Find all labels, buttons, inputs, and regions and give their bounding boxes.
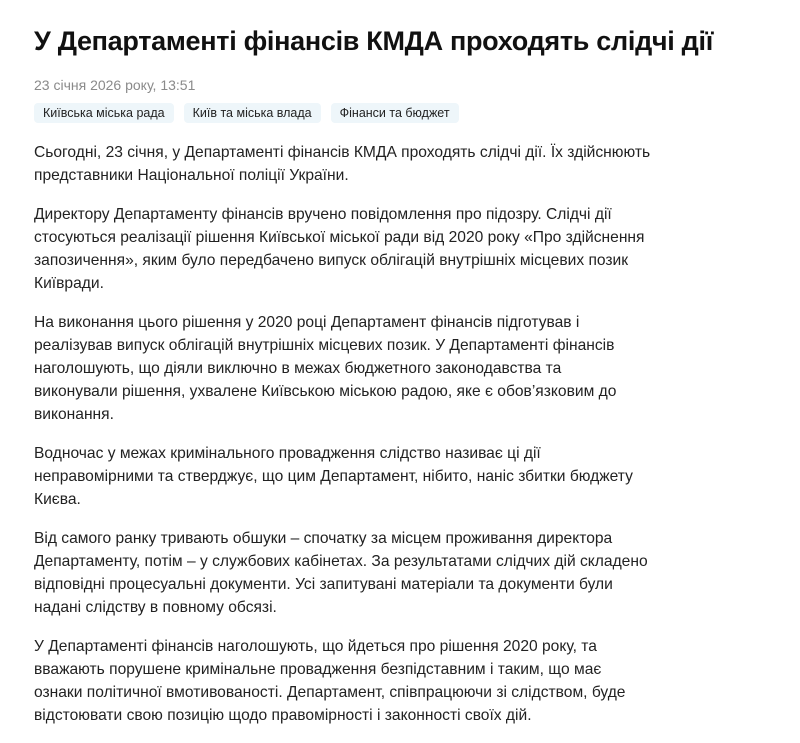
paragraph-line: Директору Департаменту фінансів вручено повідомлення про підозру. Слідчі дії [34,206,612,223]
paragraph-line: ознаки політичної вмотивованості. Департамент, співпрацюючи зі слідством, буде [34,684,626,701]
paragraph-line: наголошують, що діяли виключно в межах бюджетного законодавства та [34,360,562,377]
paragraph-line: виконання. [34,406,114,423]
article-paragraph [34,442,754,511]
paragraph-line: неправомірними та стверджує, що цим Департамент, нібито, наніс збитки бюджету [34,468,633,485]
paragraph-line: відповідні процесуальні документи. Усі запитувані матеріали та документи були [34,576,613,593]
article-paragraph [34,635,754,727]
paragraph-line: У Департаменті фінансів наголошують, що йдеться про рішення 2020 року, та [34,638,597,655]
paragraph-line: реалізував випуск облігацій внутрішніх місцевих позик. У Департаменті фінансів [34,337,615,354]
paragraph-line: запозичення», яким було передбачено випуск облігацій внутрішніх місцевих позик [34,252,629,269]
paragraph-line: надані слідству в повному обсязі. [34,599,277,616]
paragraph-line: Сьогодні, 23 січня, у Департаменті фінансів КМДА проходять слідчі дії. Їх здійснюють [34,144,651,161]
article-paragraph [34,141,754,187]
paragraph-line: Департаменту, потім – у службових кабінетах. За результатами слідчих дій складено [34,553,648,570]
paragraph-line: вважають порушене кримінальне провадження безпідставним і таким, що має [34,661,602,678]
article-paragraph [34,203,754,295]
article-title: У Департаменті фінансів КМДА проходять слідчі дії [34,26,714,56]
paragraph-line: виконували рішення, ухвалене Київською міською радою, яке є обов’язковим до [34,383,617,400]
tag-kyiv-city-council[interactable]: Київська міська рада [34,103,174,123]
paragraph-line: представники Національної поліції України. [34,167,349,184]
paragraph-line: Водночас у межах кримінального провадження слідство називає ці дії [34,445,541,462]
tag-kyiv-city-authorities[interactable]: Київ та міська влада [184,103,321,123]
tag-list [34,103,760,123]
article-date: 23 січня 2026 року, 13:51 [34,77,196,93]
article-paragraph [34,311,754,426]
paragraph-line: стосуються реалізації рішення Київської міської ради від 2020 року «Про здійснення [34,229,645,246]
paragraph-line: Києва. [34,491,81,508]
paragraph-line: На виконання цього рішення у 2020 році Департамент фінансів підготував і [34,314,580,331]
paragraph-line: Від самого ранку тривають обшуки – спочатку за місцем проживання директора [34,530,613,547]
tag-finance-budget[interactable]: Фінанси та бюджет [331,103,459,123]
paragraph-line: відстоювати свою позицію щодо правомірності і законності своїх дій. [34,707,532,724]
article-body [34,141,754,727]
paragraph-line: Київради. [34,275,104,292]
article-paragraph [34,527,754,619]
